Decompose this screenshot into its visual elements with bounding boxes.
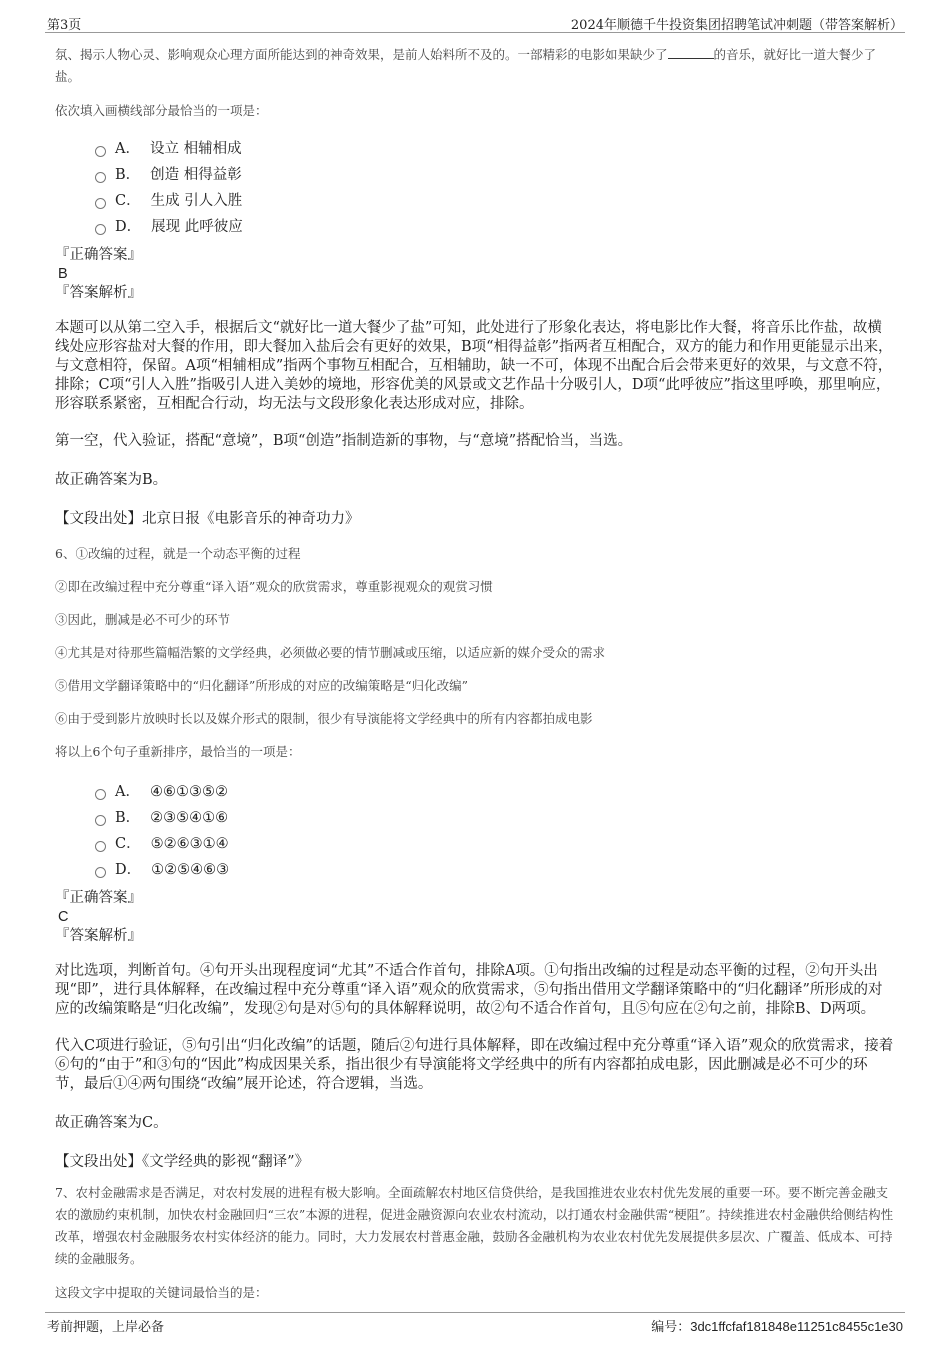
q5-option-b[interactable]: B． 创造 相得益彰 — [95, 162, 895, 188]
q6-analysis-p1: 对比选项，判断首句。④句开头出现程度词“尤其”不适合作首句，排除A项。①句指出改编的过程是动态平衡的过程，②句开头出现“即”，进行具体解释，在改编过程中充分尊重“译入语”观众的欣赏需求，⑤句指出借用文学翻译策略中的“归化翻译”所形成的对应的改编策略是“归化改编”，发现②句是对⑤句的具体解释说明，故②句不适合作首句，且⑤句应在②句之前，排除B、D两项。 — [55, 963, 883, 1017]
q5-option-c[interactable]: C． 生成 引人入胜 — [95, 188, 895, 214]
q6-source: 【文段出处】《文学经典的影视“翻译”》 — [55, 1154, 310, 1170]
radio-icon[interactable] — [95, 146, 106, 157]
fill-blank — [668, 46, 714, 59]
q5-answer: B — [58, 266, 68, 282]
radio-icon[interactable] — [95, 224, 106, 235]
q5-options — [95, 136, 895, 240]
footer-slogan: 考前押题，上岸必备 — [47, 1320, 165, 1335]
q5-answer-label: 『正确答案』 — [55, 247, 142, 263]
q6-option-c[interactable]: C． ⑤②⑥③①④ — [95, 831, 895, 857]
q6-option-b[interactable]: B． ②③⑤④①⑥ — [95, 805, 895, 831]
q5-passage: 氛、揭示人物心灵、影响观众心理方面所能达到的神奇效果，是前人始料所不及的。一部精彩的电影如果缺少了 的音乐，就好比一道大餐少了盐。 — [55, 47, 877, 84]
q6-analysis-p2: 代入C项进行验证，⑤句引出“归化改编”的话题，随后②句进行具体解释，即在改编过程中充分尊重“译入语”观众的欣赏需求，接着⑥句的“由于”和③句的“因此”构成因果关系，指出很少有导演能将文学经典中的所有内容都拍成电影，因此删减是必不可少的环节，最后①④两句围绕“改编”展开论述，符合逻辑，当选。 — [55, 1038, 894, 1092]
q6-sentence-4: ④尤其是对待那些篇幅浩繁的文学经典，必须做必要的情节删减或压缩，以适应新的媒介受众的需求 — [55, 645, 606, 660]
q6-instruction: 将以上6个句子重新排序，最恰当的一项是： — [55, 744, 301, 759]
q5-analysis-p1: 本题可以从第二空入手，根据后文“就好比一道大餐少了盐”可知，此处进行了形象化表达，将电影比作大餐，将音乐比作盐，故横线处应形容盐对大餐的作用，即大餐加入盐后会有更好的效果，B项“相得益彰”指两者互相配合，双方的能力和作用更能显示出来，与文意相符，保留。A项“相辅相成”指两个事物互相配合，互相辅助，缺一不可，体现不出配合后会带来更好的效果，与文意不符，排除；C项“引人入胜”指吸引人进入美妙的境地，形容优美的风景或文艺作品十分吸引人，D项“此呼彼应”指这里呼唤，那里响应，形容联系紧密，互相配合行动，均无法与文段形象化表达形成对应，排除。 — [55, 320, 893, 412]
page-content — [55, 44, 895, 1304]
q6-answer-label: 『正确答案』 — [55, 890, 142, 906]
radio-icon[interactable] — [95, 867, 106, 878]
q7-passage: 7、农村金融需求是否满足，对农村发展的进程有极大影响。全面疏解农村地区信贷供给，是我国推进农业农村优先发展的重要一环。要不断完善金融支农的激励约束机制，加快农村金融回归“三农”本源的进程，促进金融资源向农业农村流动，以打通农村金融供需“梗阻”。持续推进农村金融供给侧结构性改革，增强农村金融服务农村实体经济的能力。同时，大力发展农村普惠金融，鼓励各金融机构为农业农村优先发展提供多层次、广覆盖、低成本、可持续的金融服务。 — [55, 1185, 894, 1266]
q6-analysis-label: 『答案解析』 — [55, 928, 142, 944]
q6-option-d[interactable]: D． ①②⑤④⑥③ — [95, 857, 895, 883]
q6-sentence-5: ⑤借用文学翻译策略中的“归化翻译”所形成的对应的改编策略是“归化改编” — [55, 678, 469, 693]
radio-icon[interactable] — [95, 172, 106, 183]
q5-analysis-p3: 故正确答案为B。 — [55, 472, 168, 488]
q5-analysis-label: 『答案解析』 — [55, 285, 142, 301]
q5-instruction: 依次填入画横线部分最恰当的一项是： — [55, 103, 268, 118]
q6-options — [95, 779, 895, 883]
document-id: 编号：3dc1ffcfaf181848e11251c8455c1e30 — [651, 1319, 903, 1334]
page-header — [45, 12, 905, 33]
q6-analysis-p3: 故正确答案为C。 — [55, 1115, 168, 1131]
q6-answer: C — [58, 909, 69, 925]
q5-source: 【文段出处】北京日报《电影音乐的神奇功力》 — [55, 511, 360, 527]
page-footer — [45, 1312, 905, 1335]
document-title: 2024年顺德千牛投资集团招聘笔试冲刺题（带答案解析） — [570, 18, 903, 33]
q7-instruction: 这段文字中提取的关键词最恰当的是： — [55, 1285, 268, 1300]
q6-option-a[interactable]: A． ④⑥①③⑤② — [95, 779, 895, 805]
q6-sentence-1: 6、①改编的过程，就是一个动态平衡的过程 — [55, 546, 301, 561]
q6-sentence-3: ③因此，删减是必不可少的环节 — [55, 612, 231, 627]
q6-sentence-2: ②即在改编过程中充分尊重“译入语”观众的欣赏需求，尊重影视观众的观赏习惯 — [55, 579, 493, 594]
page-number: 第3页 — [47, 18, 82, 33]
q5-analysis-p2: 第一空，代入验证，搭配“意境”，B项“创造”指制造新的事物，与“意境”搭配恰当，当选。 — [55, 433, 633, 449]
q5-option-d[interactable]: D． 展现 此呼彼应 — [95, 214, 895, 240]
radio-icon[interactable] — [95, 841, 106, 852]
radio-icon[interactable] — [95, 198, 106, 209]
q5-option-a[interactable]: A． 设立 相辅相成 — [95, 136, 895, 162]
q6-sentence-6: ⑥由于受到影片放映时长以及媒介形式的限制，很少有导演能将文学经典中的所有内容都拍成电影 — [55, 711, 593, 726]
radio-icon[interactable] — [95, 815, 106, 826]
radio-icon[interactable] — [95, 789, 106, 800]
